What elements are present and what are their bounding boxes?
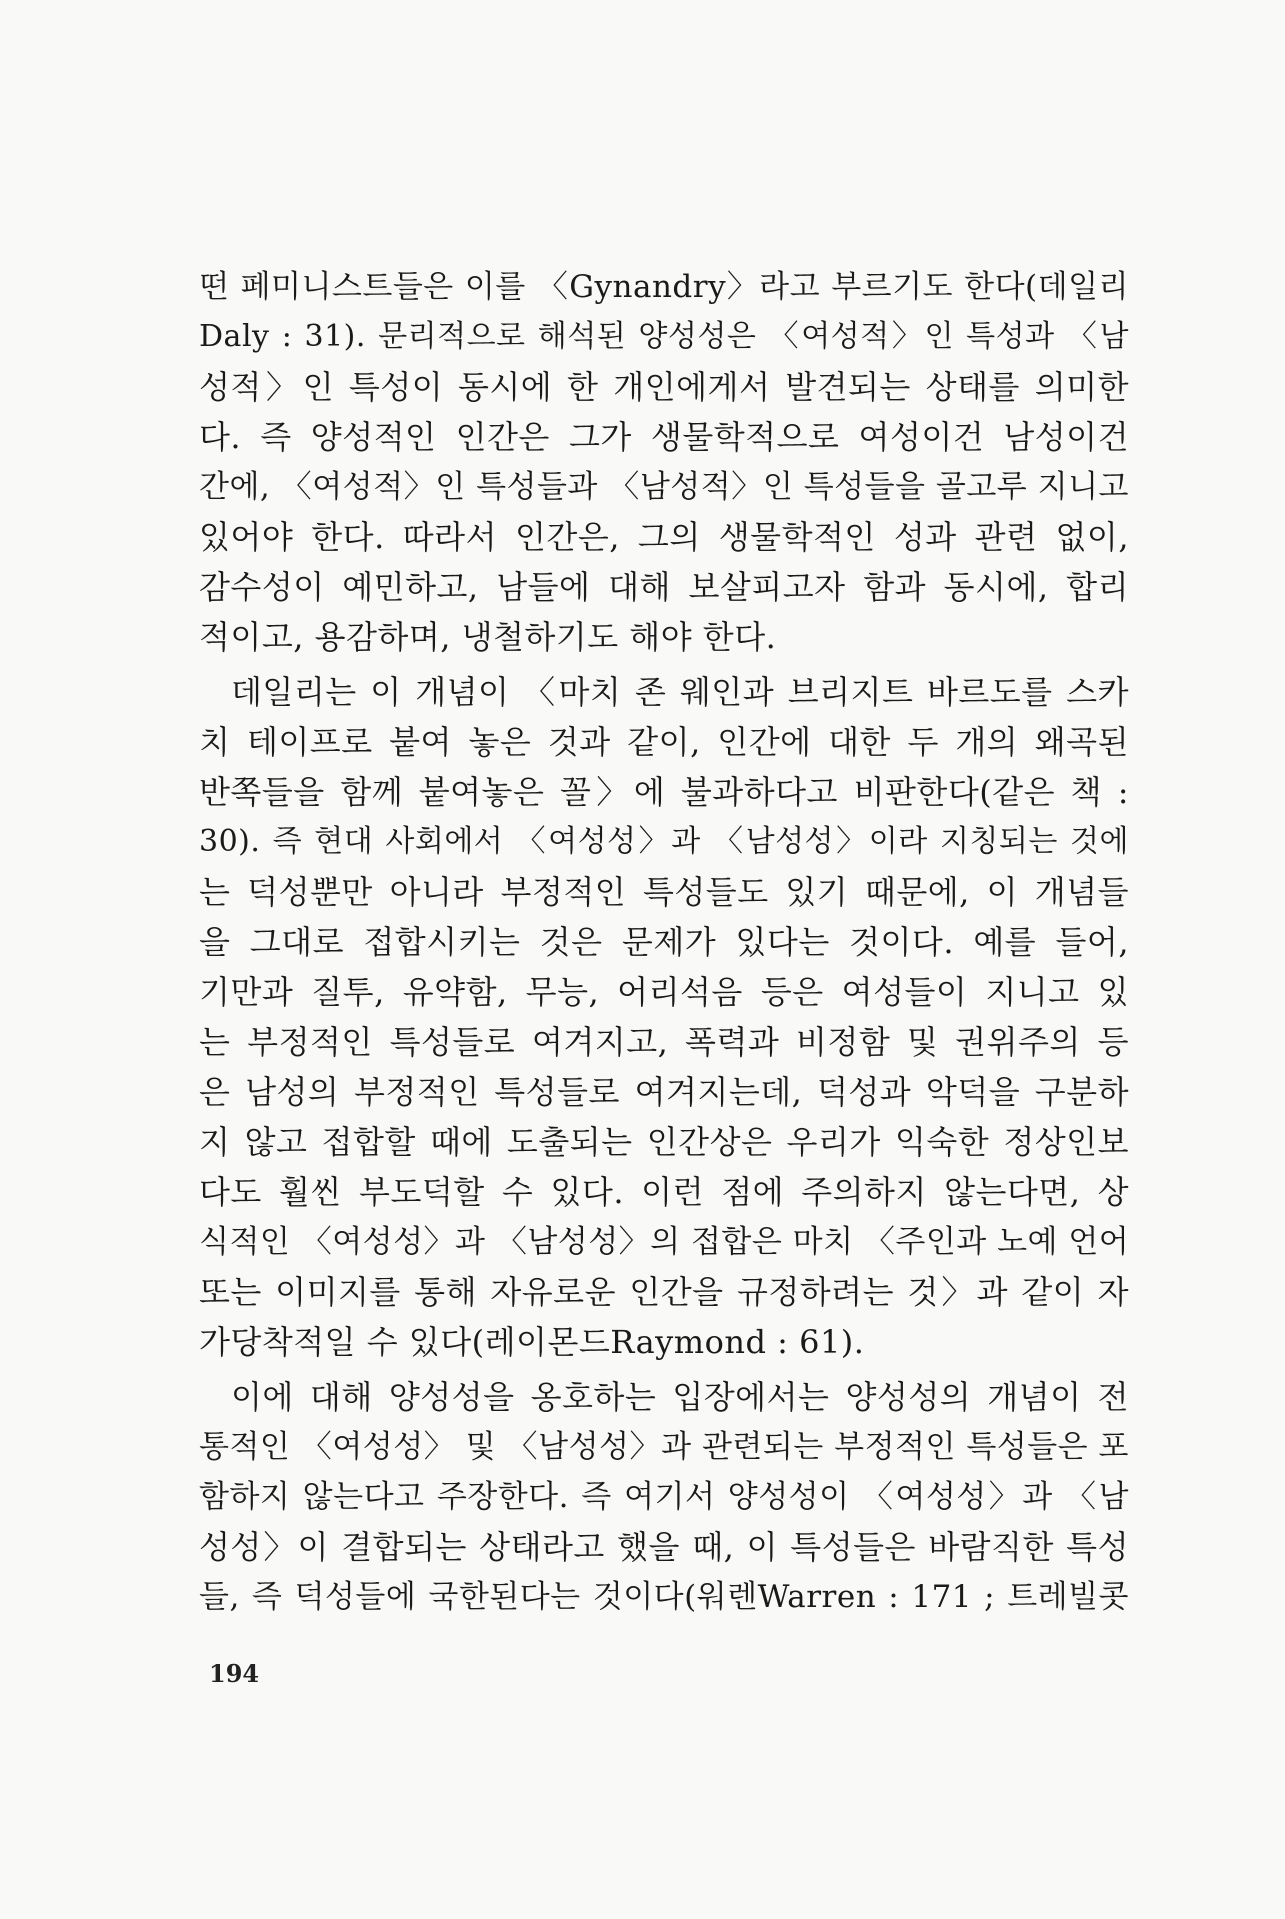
text-line: 통적인 〈여성성〉 및 〈남성성〉과 관련되는 부정적인 특성들은 포 (199, 1429, 1129, 1465)
text-line: 함하지 않는다고 주장한다. 즉 여기서 양성성이 〈여성성〉과 〈남 (199, 1479, 1129, 1515)
text-line: 있어야 한다. 따라서 인간은, 그의 생물학적인 성과 관련 없이, (199, 518, 1129, 556)
text-line: 지 않고 접합할 때에 도출되는 인간상은 우리가 익숙한 정상인보 (199, 1123, 1129, 1161)
page-number: 194 (209, 1659, 260, 1688)
text-line: 을 그대로 접합시키는 것은 문제가 있다는 것이다. 예를 들어, (199, 923, 1129, 961)
text-line: 반쪽들을 함께 붙여놓은 꼴〉에 불과하다고 비판한다(같은 책 : (199, 773, 1129, 811)
text-line: 식적인 〈여성성〉과 〈남성성〉의 접합은 마치 〈주인과 노예 언어 (199, 1224, 1130, 1260)
text-line: 들, 즉 덕성들에 국한된다는 것이다(워렌Warren : 171 ; 트레빌콧 (199, 1579, 1129, 1615)
paragraph-first-line: 데일리는 이 개념이 〈마치 존 웨인과 브리지트 바르도를 스카 (231, 673, 1129, 711)
text-line: 성적〉인 특성이 동시에 한 개인에게서 발견되는 상태를 의미한 (199, 368, 1129, 406)
paragraph-first-line: 이에 대해 양성성을 옹호하는 입장에서는 양성성의 개념이 전 (231, 1378, 1129, 1416)
text-line: 30). 즉 현대 사회에서 〈여성성〉과 〈남성성〉이라 지칭되는 것에 (199, 824, 1129, 859)
text-line: 적이고, 용감하며, 냉철하기도 해야 한다. (199, 618, 777, 656)
text-line: 감수성이 예민하고, 남들에 대해 보살피고자 함과 동시에, 합리 (199, 568, 1129, 606)
text-line: 또는 이미지를 통해 자유로운 인간을 규정하려는 것〉과 같이 자 (199, 1273, 1129, 1311)
text-line: 다도 훨씬 부도덕할 수 있다. 이런 점에 주의하지 않는다면, 상 (199, 1173, 1129, 1211)
text-line: 다. 즉 양성적인 인간은 그가 생물학적으로 여성이건 남성이건 (199, 418, 1129, 456)
text-line: 치 테이프로 붙여 놓은 것과 같이, 인간에 대한 두 개의 왜곡된 (199, 723, 1129, 761)
text-line: 떤 페미니스트들은 이를 〈Gynandry〉라고 부르기도 한다(데일리 (199, 269, 1129, 305)
text-line: 가당착적일 수 있다(레이몬드Raymond : 61). (199, 1323, 865, 1361)
text-line: 는 부정적인 특성들로 여겨지고, 폭력과 비정함 및 권위주의 등 (199, 1023, 1129, 1061)
text-line: 간에, 〈여성적〉인 특성들과 〈남성적〉인 특성들을 골고루 지니고 (199, 469, 1129, 505)
body-text (199, 262, 1129, 1622)
text-line: 은 남성의 부정적인 특성들로 여겨지는데, 덕성과 악덕을 구분하 (199, 1073, 1129, 1111)
text-line: 기만과 질투, 유약함, 무능, 어리석음 등은 여성들이 지니고 있 (199, 973, 1129, 1011)
text-line: 성성〉이 결합되는 상태라고 했을 때, 이 특성들은 바람직한 특성 (199, 1528, 1129, 1566)
text-line: Daly : 31). 문리적으로 해석된 양성성은 〈여성적〉인 특성과 〈남 (199, 319, 1129, 354)
text-line: 는 덕성뿐만 아니라 부정적인 특성들도 있기 때문에, 이 개념들 (199, 873, 1129, 911)
